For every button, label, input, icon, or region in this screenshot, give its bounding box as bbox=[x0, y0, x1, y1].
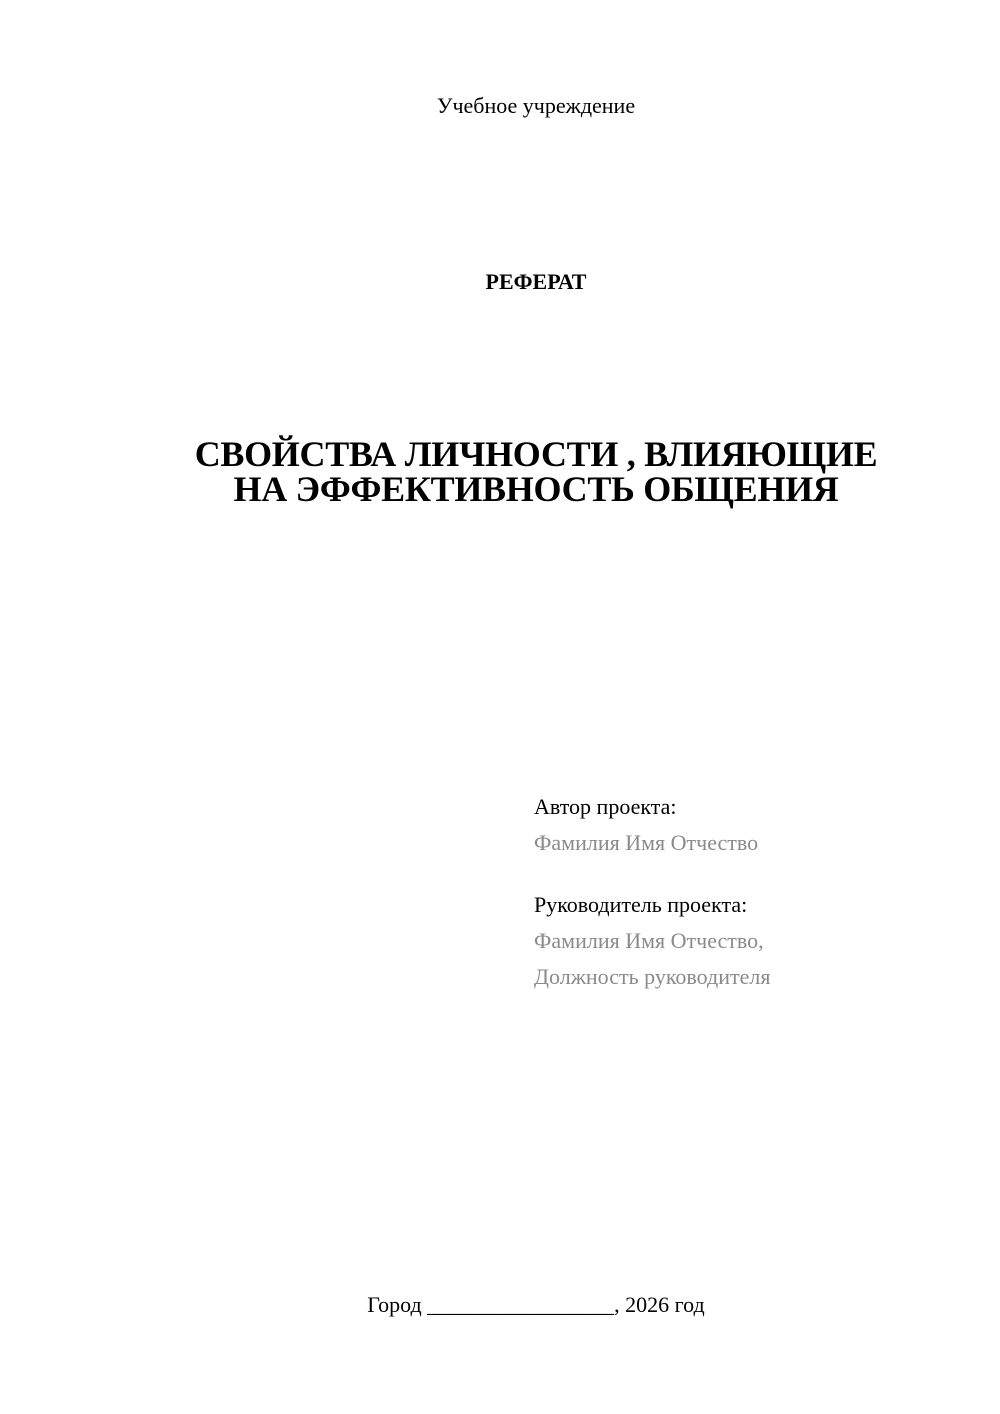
document-title bbox=[0, 434, 1000, 509]
supervisor-name: Фамилия Имя Отчество, bbox=[534, 928, 764, 953]
author-label: Автор проекта: bbox=[534, 794, 677, 819]
supervisor-label: Руководитель проекта: bbox=[534, 892, 748, 917]
author-name: Фамилия Имя Отчество bbox=[534, 830, 759, 855]
title-line-1: СВОЙСТВА ЛИЧНОСТИ , ВЛИЯЮЩИЕ bbox=[194, 434, 878, 474]
city-year-line: Город _________________, 2026 год bbox=[367, 1292, 705, 1317]
supervisor-position: Должность руководителя bbox=[534, 964, 771, 989]
document-type: РЕФЕРАТ bbox=[485, 269, 587, 294]
credits-spacer bbox=[534, 861, 974, 887]
credits-block bbox=[534, 789, 974, 995]
title-line-2: НА ЭФФЕКТИВНОСТЬ ОБЩЕНИЯ bbox=[233, 469, 839, 509]
institution-name: Учебное учреждение bbox=[436, 93, 636, 118]
